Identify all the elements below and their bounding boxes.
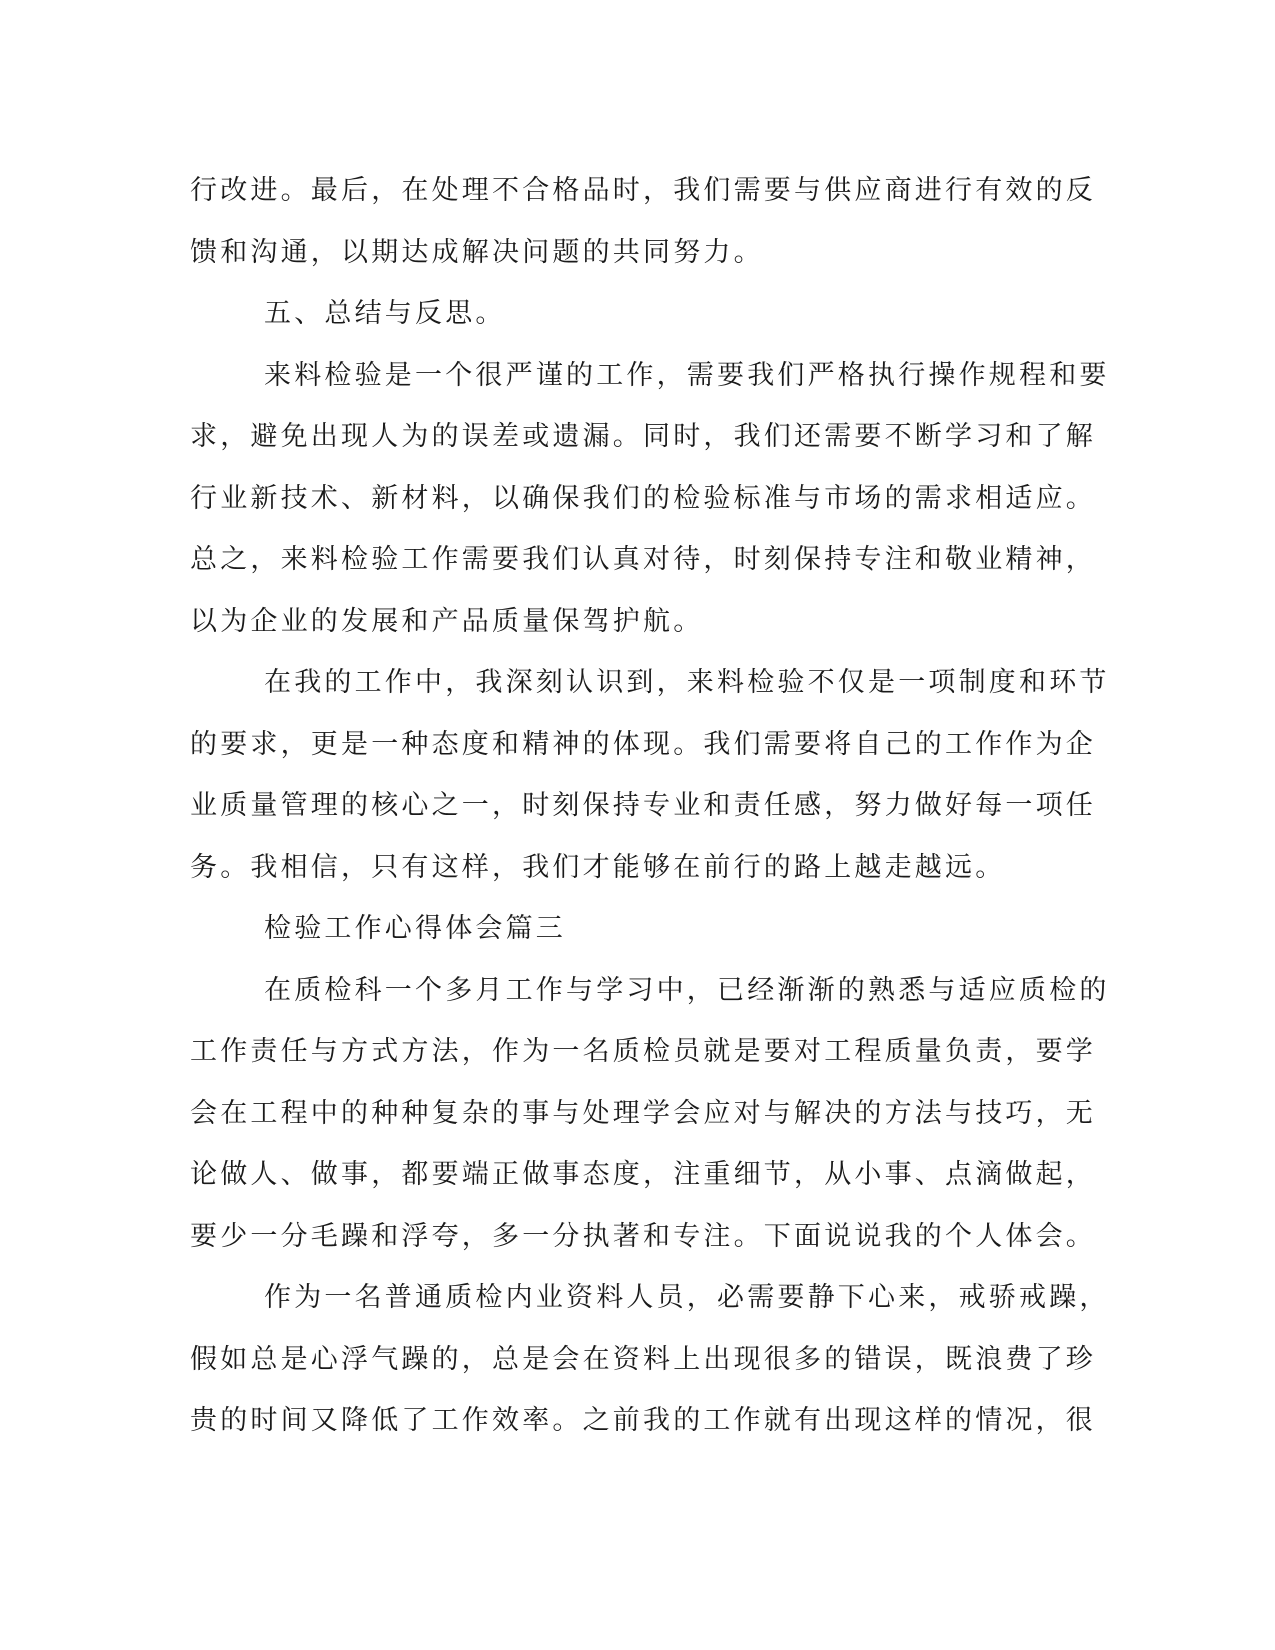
text-line: 贵的时间又降低了工作效率。之前我的工作就有出现这样的情况，很 [190,1405,1096,1436]
text-line: 要少一分毛躁和浮夸，多一分执著和专注。下面说说我的个人体会。 [190,1220,1096,1252]
text-line: 馈和沟通，以期达成解决问题的共同努力。 [190,236,764,268]
text-line: 以为企业的发展和产品质量保驾护航。 [190,605,704,637]
text-line: 假如总是心浮气躁的，总是会在资料上出现很多的错误，既浪费了珍 [190,1343,1096,1375]
section-heading: 检验工作心得体会篇三 [264,913,566,944]
text-line: 的要求，更是一种态度和精神的体现。我们需要将自己的工作作为企 [190,728,1096,760]
text-line: 工作责任与方式方法，作为一名质检员就是要对工程质量负责，要学 [190,1036,1096,1067]
text-line: 在我的工作中，我深刻认识到，来料检验不仅是一项制度和环节 [264,667,1110,698]
text-line: 业质量管理的核心之一，时刻保持专业和责任感，努力做好每一项任 [190,790,1096,821]
text-line: 行业新技术、新材料，以确保我们的检验标准与市场的需求相适应。 [190,482,1096,514]
text-line: 求，避免出现人为的误差或遗漏。同时，我们还需要不断学习和了解 [190,421,1096,452]
text-line: 会在工程中的种种复杂的事与处理学会应对与解决的方法与技巧，无 [190,1097,1096,1129]
section-heading: 五、总结与反思。 [264,298,506,329]
text-line: 作为一名普通质检内业资料人员，必需要静下心来，戒骄戒躁， [264,1282,1110,1313]
text-line: 行改进。最后，在处理不合格品时，我们需要与供应商进行有效的反 [190,175,1096,206]
text-line: 论做人、做事，都要端正做事态度，注重细节，从小事、点滴做起， [190,1159,1096,1190]
text-line: 在质检科一个多月工作与学习中，已经渐渐的熟悉与适应质检的 [264,974,1110,1006]
text-line: 务。我相信，只有这样，我们才能够在前行的路上越走越远。 [190,851,1006,883]
text-line: 总之，来料检验工作需要我们认真对待，时刻保持专注和敬业精神， [190,544,1096,575]
document-body [190,160,1110,1452]
text-line: 来料检验是一个很严谨的工作，需要我们严格执行操作规程和要 [264,359,1110,391]
